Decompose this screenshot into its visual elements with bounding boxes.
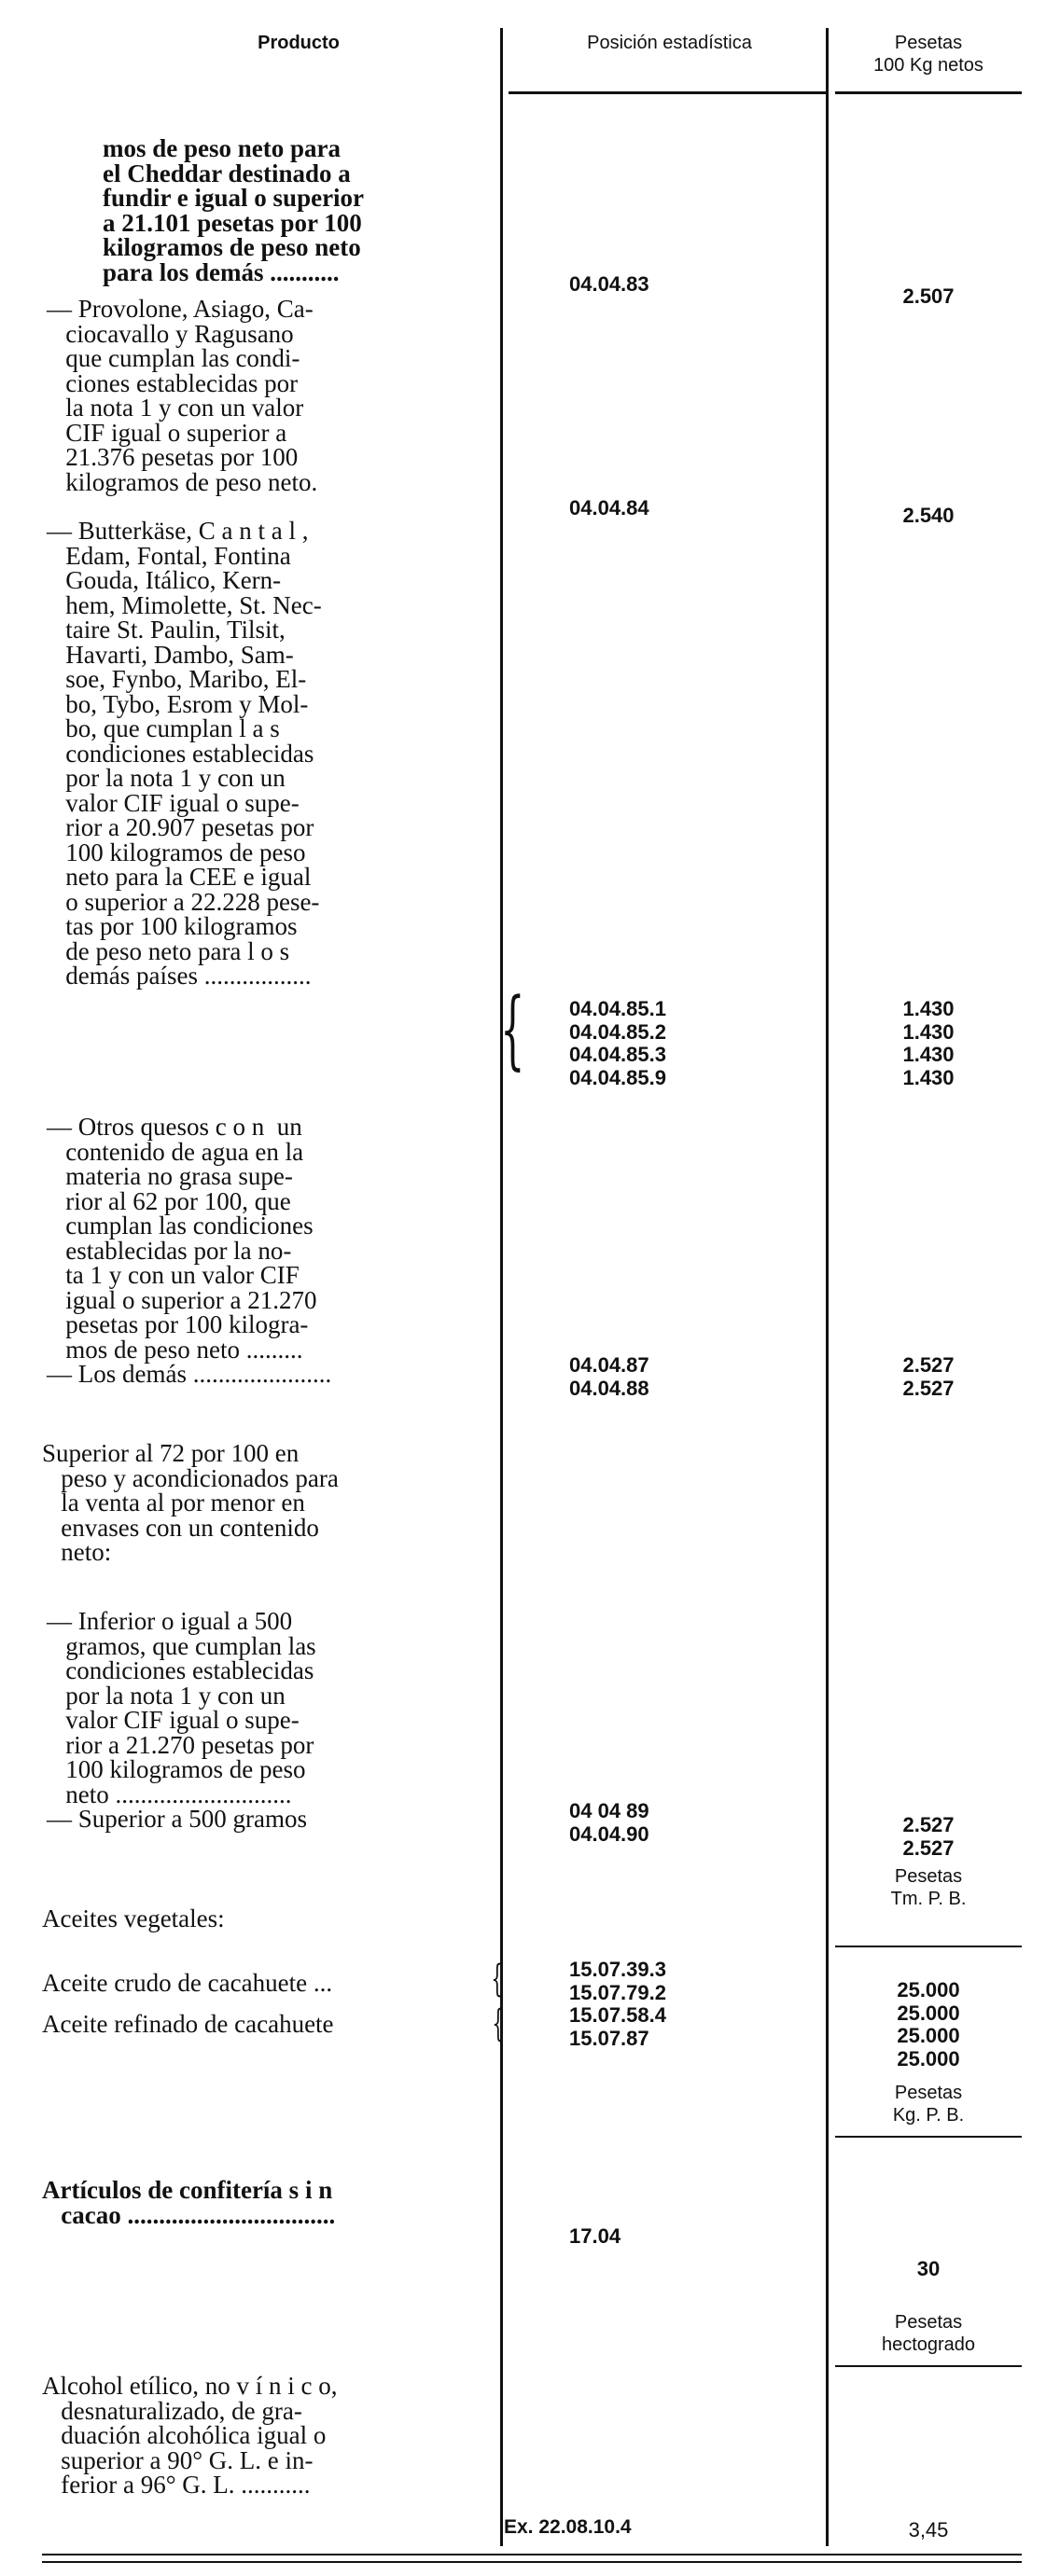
footer-rule-top: [42, 2554, 1022, 2555]
column-divider-right: [826, 28, 829, 2546]
text-provolone: — Provolone, Asiago, Ca- ciocavallo y Ragusano que cumplan las condi- ciones establecidas por la nota 1 y con un valor CIF igual o superior a 21.376 pesetas por 100 kilogramos de peso neto.: [47, 295, 318, 496]
text-otros-quesos: — Otros quesos c o n un contenido de agua en la materia no grasa supe- rior al 62 por 100, que cumplan las condiciones establecidas por la no- ta 1 y con un valor CIF igual o superior a 21.270 pesetas por 100 kilogra- mos de peso neto ......... — Los demás ......................: [47, 1113, 332, 1388]
unit-rule-tm: [835, 1946, 1022, 1947]
header-pesetas: Pesetas 100 Kg netos: [873, 33, 983, 76]
pos-provolone: 04.04.84: [569, 496, 649, 519]
ptas-otros-quesos: 2.527 2.527: [902, 1353, 955, 1400]
brace-butterkase: {: [500, 979, 525, 1079]
header-producto: Producto: [258, 33, 340, 53]
text-cheddar: mos de peso neto para el Cheddar destinado a fundir e igual o superior a 21.101 pesetas por 100 kilogramos de peso neto para los demás ...........: [103, 134, 365, 286]
brace-aceite-crudo: {: [491, 1958, 504, 2001]
pos-aceites: 15.07.39.3 15.07.79.2 15.07.58.4 15.07.87: [569, 1958, 666, 2050]
text-aceites-vegetales: Aceites vegetales:: [42, 1904, 225, 1932]
ptas-alcohol-etilico: 3,45: [908, 2518, 949, 2541]
unit-hectogrado: Pesetas hectogrado: [881, 2312, 976, 2355]
pos-confiteria: 17.04: [569, 2224, 621, 2248]
text-aceite-crudo: Aceite crudo de cacahuete ...: [42, 1969, 333, 1997]
header-rule-pesetas: [835, 91, 1022, 94]
column-divider-left: [500, 28, 503, 2546]
text-confiteria: Artículos de confitería s i n cacao .................................: [42, 2176, 336, 2229]
header-posicion: Posición estadística: [587, 33, 752, 53]
ptas-confiteria: 30: [916, 2257, 941, 2280]
ptas-butterkase: 1.430 1.430 1.430 1.430: [902, 997, 955, 1089]
ptas-cheddar: 2.507: [902, 284, 955, 308]
pos-butterkase: 04.04.85.1 04.04.85.2 04.04.85.3 04.04.85.9: [569, 997, 666, 1089]
pos-otros-quesos: 04.04.87 04.04.88: [569, 1353, 649, 1400]
pos-inferior-500: 04 04 89 04.04.90: [569, 1799, 649, 1846]
text-inferior-500: — Inferior o igual a 500 gramos, que cumplan las condiciones establecidas por la nota 1 y con un valor CIF igual o supe- rior a 21.270 pesetas por 100 kilogramos de peso neto ............................ — Superior a 500 gramos: [47, 1607, 316, 1833]
unit-kg-pb: Pesetas Kg. P. B.: [892, 2083, 965, 2126]
header-rule-posicion: [509, 91, 826, 94]
text-butterkase: — Butterkäse, C a n t a l , Edam, Fontal, Fontina Gouda, Itálico, Kern- hem, Mimolette, St. Nec- taire St. Paulin, Tilsit, Havarti, Dambo, Sam- soe, Fynbo, Maribo, El- bo, Tybo, Esrom y Mol- bo, que cumplan l a s condiciones establecidas por la nota 1 y con un valor CIF igual o supe- rior a 20.907 pesetas por 100 kilogramos de peso neto para la CEE e igual o superior a 22.228 pese- tas por 100 kilogramos de peso neto para l o s demás países .................: [47, 517, 322, 990]
unit-rule-kg: [835, 2136, 1022, 2138]
ptas-aceites: 25.000 25.000 25.000 25.000: [897, 1978, 960, 2070]
unit-rule-hectogrado: [835, 2365, 1022, 2367]
brace-aceite-refinado: {: [492, 2002, 505, 2045]
text-alcohol-etilico: Alcohol etílico, no v í n i c o, desnaturalizado, de gra- duación alcohólica igual o superior a 90° G. L. e in- ferior a 96° G. L. ...........: [42, 2372, 338, 2499]
pos-cheddar: 04.04.83: [569, 272, 649, 296]
footer-rule-bottom: [42, 2561, 1022, 2563]
unit-tm-pb: Pesetas Tm. P. B.: [890, 1866, 967, 1909]
text-aceite-refinado: Aceite refinado de cacahuete: [42, 2010, 334, 2038]
text-superior-72: Superior al 72 por 100 en peso y acondicionados para la venta al por menor en envases con un contenido neto:: [42, 1439, 339, 1566]
ptas-provolone: 2.540: [902, 504, 955, 527]
pos-alcohol-etilico: Ex. 22.08.10.4: [504, 2516, 632, 2538]
ptas-inferior-500: 2.527 2.527: [902, 1813, 955, 1860]
